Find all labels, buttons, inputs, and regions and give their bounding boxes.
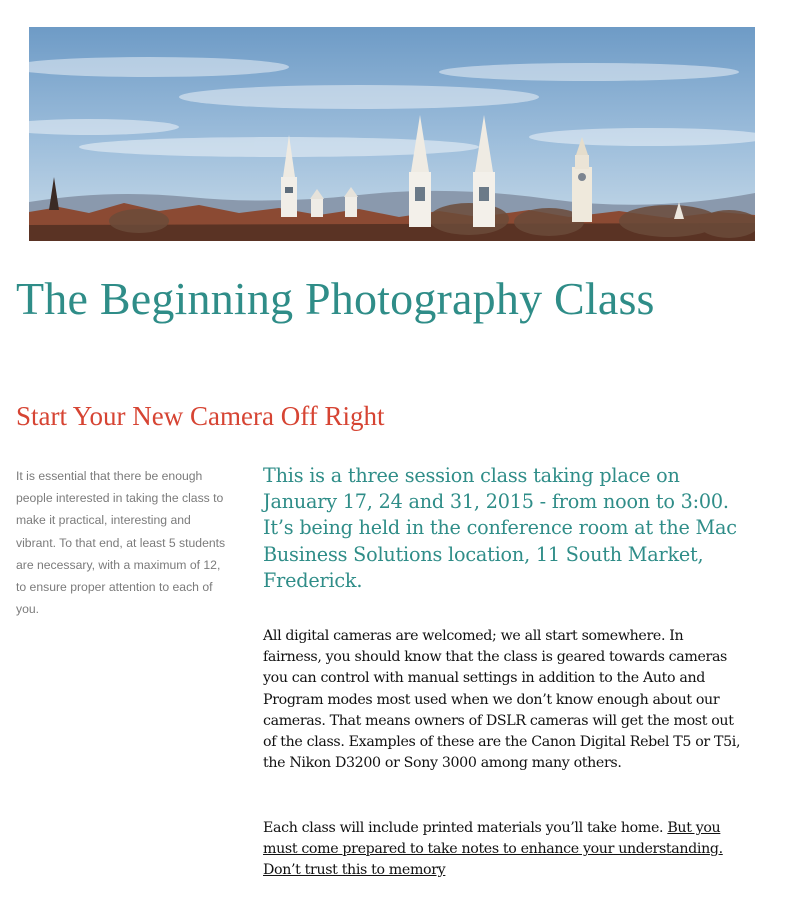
materials-paragraph <box>263 818 743 882</box>
class-schedule-lead: This is a three session class taking place on January 17, 24 and 31, 2015 - from noon to 3:00. It’s being held in the conference room at the Mac Business Solutions location, 11 South Market, Frederick. <box>263 464 737 592</box>
materials-intro: Each class will include printed materials you’ll take home. <box>263 820 664 836</box>
page-title: The Beginning Photography Class <box>16 273 655 324</box>
camera-requirements-paragraph: All digital cameras are welcomed; we all start somewhere. In fairness, you should know that the class is geared towards cameras you can control with manual settings in addition to the Auto and Program modes most used when we don’t know enough about our cameras. That means owners of DSLR cameras will get the most out of the class. Examples of these are the Canon Digital Rebel T5 or T5i, the Nikon D3200 or Sony 3000 among many others. <box>263 628 741 772</box>
notes-reminder-underlined: But you must come prepared to take notes to enhance your understanding. Don’t trust this to memory <box>263 820 723 879</box>
sidebar-note: It is essential that there be enough people interested in taking the class to make it practical, interesting and vibrant. To that end, at least 5 students are necessary, with a maximum of 12, to ensure proper attention to each of you. <box>16 469 226 617</box>
header-photo-skyline <box>29 27 755 241</box>
page-subtitle: Start Your New Camera Off Right <box>16 401 385 431</box>
